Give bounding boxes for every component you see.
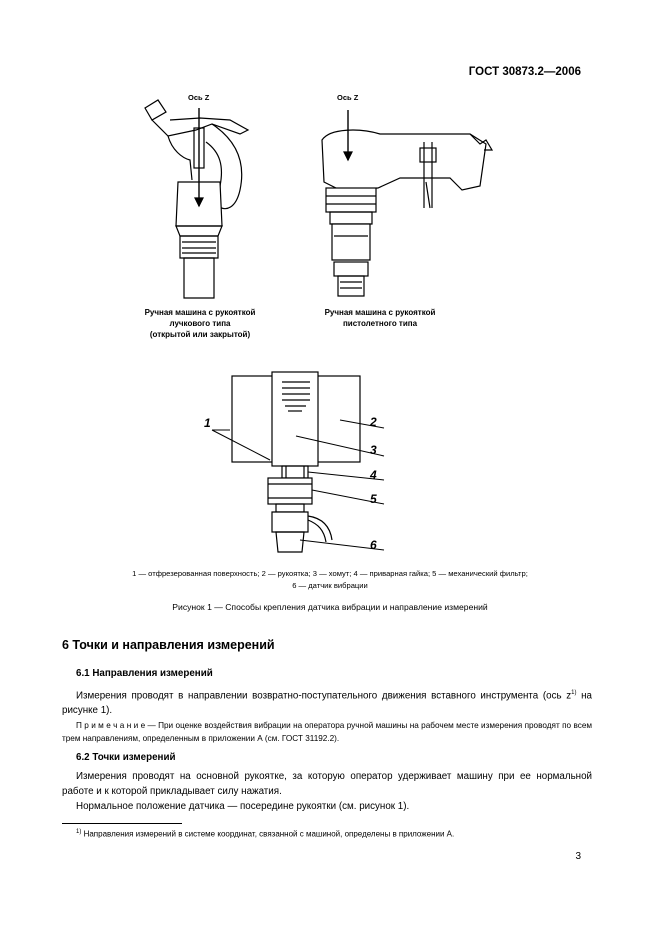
callout-1: 1 [204, 416, 211, 430]
callout-3: 3 [370, 443, 377, 457]
callout-6: 6 [370, 538, 377, 552]
page-number: 3 [575, 851, 581, 862]
bow-handle-tool-drawing [145, 100, 248, 298]
caption-pistol-handle: Ручная машина с рукояткой пистолетного типа [324, 308, 436, 328]
section-6-1-note: П р и м е ч а н и е — При оценке воздействия вибрации на оператора ручной машины на рабочем месте измерения проводят по всем трем направлениям, определенным в приложении А (см. ГОСТ 31192.2). [62, 721, 592, 743]
callout-5: 5 [370, 492, 377, 506]
sensor-mount-drawing [232, 372, 360, 552]
document-header: ГОСТ 30873.2—2006 [468, 66, 581, 78]
section-6-1-heading: 6.1 Направления измерений [76, 668, 213, 679]
section-6-2-para1: Измерения проводят на основной рукоятке, за которую оператор удерживает машину при ее нормальной работе и к которой прикладывает силу нажатия. [62, 771, 592, 797]
footnote-separator [62, 823, 182, 824]
footnote: $^{1)}$ Направления измерений в системе координат, связанной с машиной, определены в приложении А. [76, 829, 455, 839]
callout-4: 4 [370, 468, 377, 482]
callout-2: 2 [370, 415, 377, 429]
section-6-2-para2: Нормальное положение датчика — посередине рукоятки (см. рисунок 1). [76, 801, 410, 812]
figure-legend: 1 — отфрезерованная поверхность; 2 — рукоятка; 3 — хомут; 4 — приварная гайка; 5 — механический фильтр; 6 — датчик вибрации [132, 569, 528, 590]
axis-label-right: Ось Z [337, 93, 359, 102]
pistol-handle-tool-drawing [322, 110, 492, 296]
section-6-2-heading: 6.2 Точки измерений [76, 752, 176, 763]
axis-label-left: Ось Z [188, 93, 210, 102]
caption-bow-handle: Ручная машина с рукояткой лучкового типа (открытой или закрытой) [144, 308, 256, 339]
section-6-heading: 6 Точки и направления измерений [62, 638, 275, 652]
section-6-1-text: Измерения проводят в направлении возвратно-поступательного движения вставного инструмента (ось $z^{1)}$ на рисунке 1). [62, 690, 592, 717]
figure-caption: Рисунок 1 — Способы крепления датчика вибрации и направление измерений [172, 602, 488, 612]
